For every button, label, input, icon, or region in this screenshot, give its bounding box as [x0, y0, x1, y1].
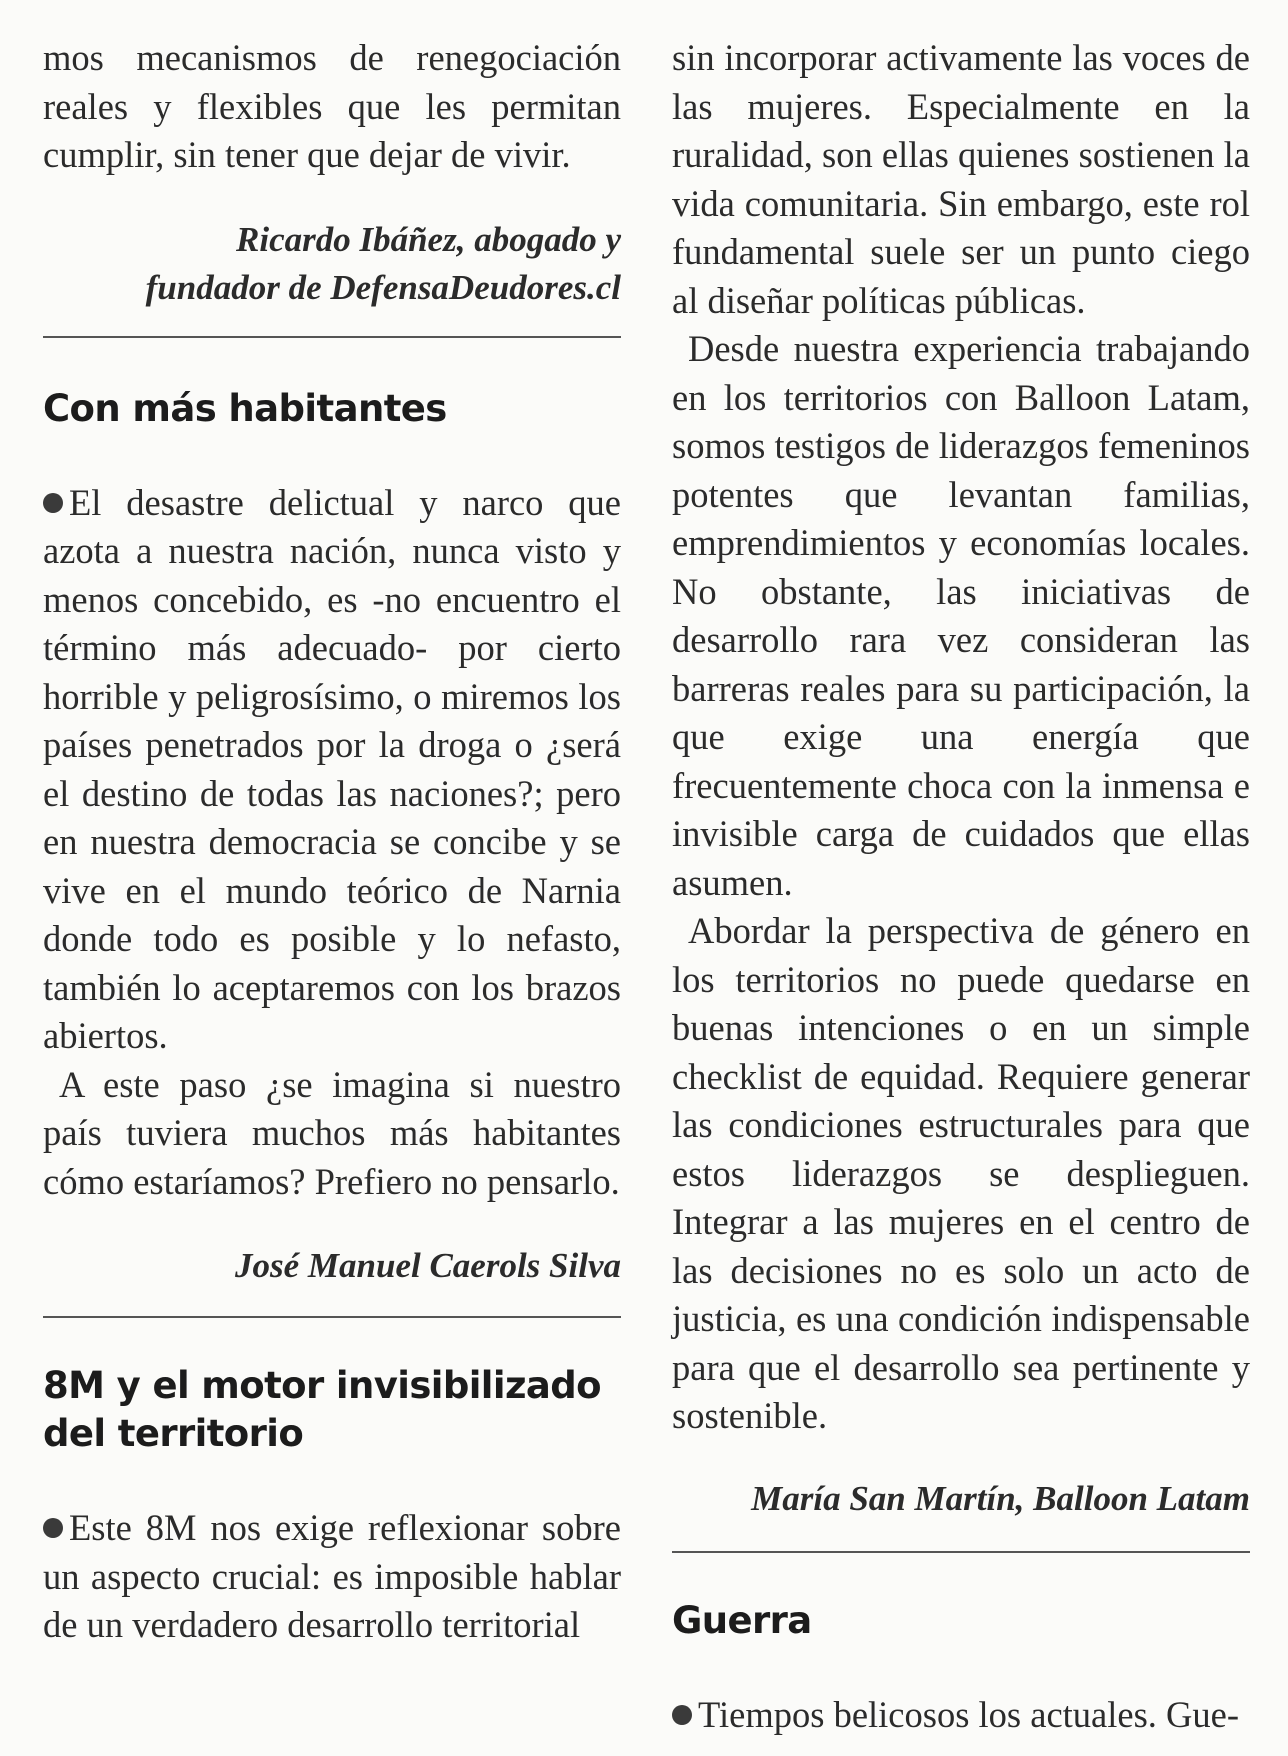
left-column	[43, 34, 621, 1650]
right-column	[672, 34, 1250, 1739]
letter-paragraph: A este paso ¿se imagina si nuestro país tuviera muchos más habitantes cómo estaríamos? Prefiero no pensarlo.	[43, 1063, 621, 1202]
letter-paragraph: El desastre delictual y narco que azota a nuestra nación, nunca visto y menos concebido, es -no encuentro el término más adecuado- por cierto horrible y peligrosísimo, o miremos los países penetrados por la droga o ¿será el destino de todas las naciones?; pero en nuestra democracia se concibe y se vive en el mundo teórico de Narnia donde todo es posible y lo nefasto, también lo aceptaremos con los brazos abiertos.	[43, 481, 621, 1056]
continuation-paragraph: mos mecanismos de renegociación reales y flexibles que les permitan cumplir, sin tener que dejar de vivir.	[43, 37, 621, 175]
letter-paragraph: Abordar la perspectiva de género en los territorios no puede quedarse en buenas intenciones o en un simple checklist de equidad. Requiere generar las condiciones estructurales para que estos liderazgos se desplieguen. Integrar a las mujeres en el centro de las decisiones no es solo un acto de justicia, es una condición indispensable para que el desarrollo sea pertinente y sostenible.	[672, 910, 1250, 1436]
bullet-icon	[672, 1705, 692, 1725]
bullet-icon	[43, 1518, 63, 1538]
letter-paragraph: Desde nuestra experiencia trabajando en los territorios con Balloon Latam, somos testigos de liderazgos femeninos potentes que levantan familias, emprendimientos y economías locales. No obstante, las iniciativas de desarrollo rara vez consideran las barreras reales para su participación, la que exige una energía que frecuentemente choca con la inmensa e invisible carga de cuidados que ellas asumen.	[672, 328, 1250, 903]
letter-title-8m-line1: 8M y el motor invisibilizado	[43, 1364, 601, 1407]
letter-title-8m-line2: del territorio	[43, 1412, 304, 1455]
signature-ricardo-ibanez-line2: fundador de DefensaDeudores.cl	[145, 267, 621, 307]
signature-ricardo-ibanez-line1: Ricardo Ibáñez, abogado y	[236, 219, 621, 259]
letter-title-con-mas-habitantes: Con más habitantes	[43, 386, 447, 430]
letter-title-guerra: Guerra	[672, 1598, 812, 1642]
signature-jose-manuel-caerols: José Manuel Caerols Silva	[234, 1246, 621, 1285]
letter-paragraph-continued: sin incorporar activamente las voces de las mujeres. Especialmente en la ruralidad, son ellas quienes sostienen la vida comunitaria. Sin embargo, este rol fundamental suele ser un punto ciego al diseñar políticas públicas.	[672, 37, 1250, 321]
signature-maria-san-martin: María San Martín, Balloon Latam	[751, 1478, 1250, 1518]
bullet-icon	[43, 493, 63, 513]
letter-paragraph: Tiempos belicosos los actuales. Gue-	[672, 1691, 1250, 1740]
letter-paragraph: Este 8M nos exige reflexionar sobre un aspecto crucial: es imposible hablar de un verdadero desarrollo territorial	[43, 1507, 621, 1645]
